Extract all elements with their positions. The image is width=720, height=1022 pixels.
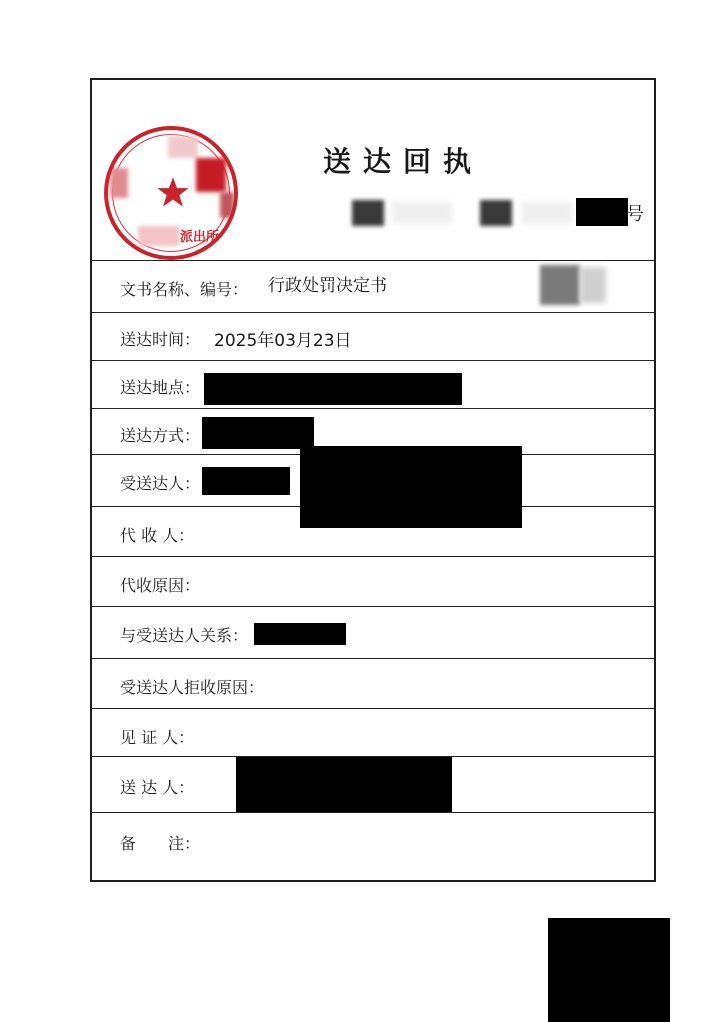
place-redaction <box>204 373 462 405</box>
form-header <box>92 80 654 262</box>
doc-number-redaction <box>576 198 628 226</box>
stamp-text: 派出所 <box>180 230 220 245</box>
row-delivery-place <box>92 360 654 408</box>
row-label: 送达地点： <box>120 378 201 397</box>
doc-number-redaction <box>352 200 384 226</box>
corner-redaction <box>548 918 670 1022</box>
row-deliverer <box>92 756 654 812</box>
doc-number-redaction <box>480 200 512 226</box>
doc-number-redaction <box>392 202 452 224</box>
doc-number-redaction <box>522 202 572 224</box>
row-value: 2025年03月23日 <box>214 331 352 351</box>
row-label: 代收原因： <box>120 576 201 595</box>
row-label: 与受送达人关系： <box>120 626 249 645</box>
row-label: 文书名称、编号： <box>120 280 249 299</box>
row-relationship <box>92 606 654 658</box>
row-label: 代 收 人： <box>120 526 195 545</box>
signature-redaction <box>300 446 522 528</box>
method-redaction <box>202 417 314 449</box>
row-remarks <box>92 812 654 882</box>
row-agent-reason <box>92 556 654 606</box>
delivery-receipt-form <box>90 78 656 882</box>
row-label: 见 证 人： <box>120 728 195 747</box>
deliverer-redaction <box>236 757 452 813</box>
row-refusal-reason <box>92 658 654 708</box>
row-label: 送达时间： <box>120 330 201 349</box>
row-witness <box>92 708 654 756</box>
recipient-redaction <box>202 467 290 495</box>
row-value: 行政处罚决定书 <box>268 276 387 296</box>
page-title: 送达回执 <box>322 145 483 178</box>
row-delivery-time <box>92 312 654 360</box>
row-document-name <box>92 260 654 312</box>
relationship-redaction <box>254 623 346 645</box>
row-label: 受送达人： <box>120 474 201 493</box>
doc-code-redaction <box>540 265 580 305</box>
row-label: 备 注： <box>120 834 201 853</box>
doc-code-redaction <box>580 267 606 303</box>
row-label: 受送达人拒收原因： <box>120 678 265 697</box>
doc-number-suffix: 号 <box>626 204 644 225</box>
row-label: 送达方式： <box>120 426 201 445</box>
row-label: 送 达 人： <box>120 778 195 797</box>
